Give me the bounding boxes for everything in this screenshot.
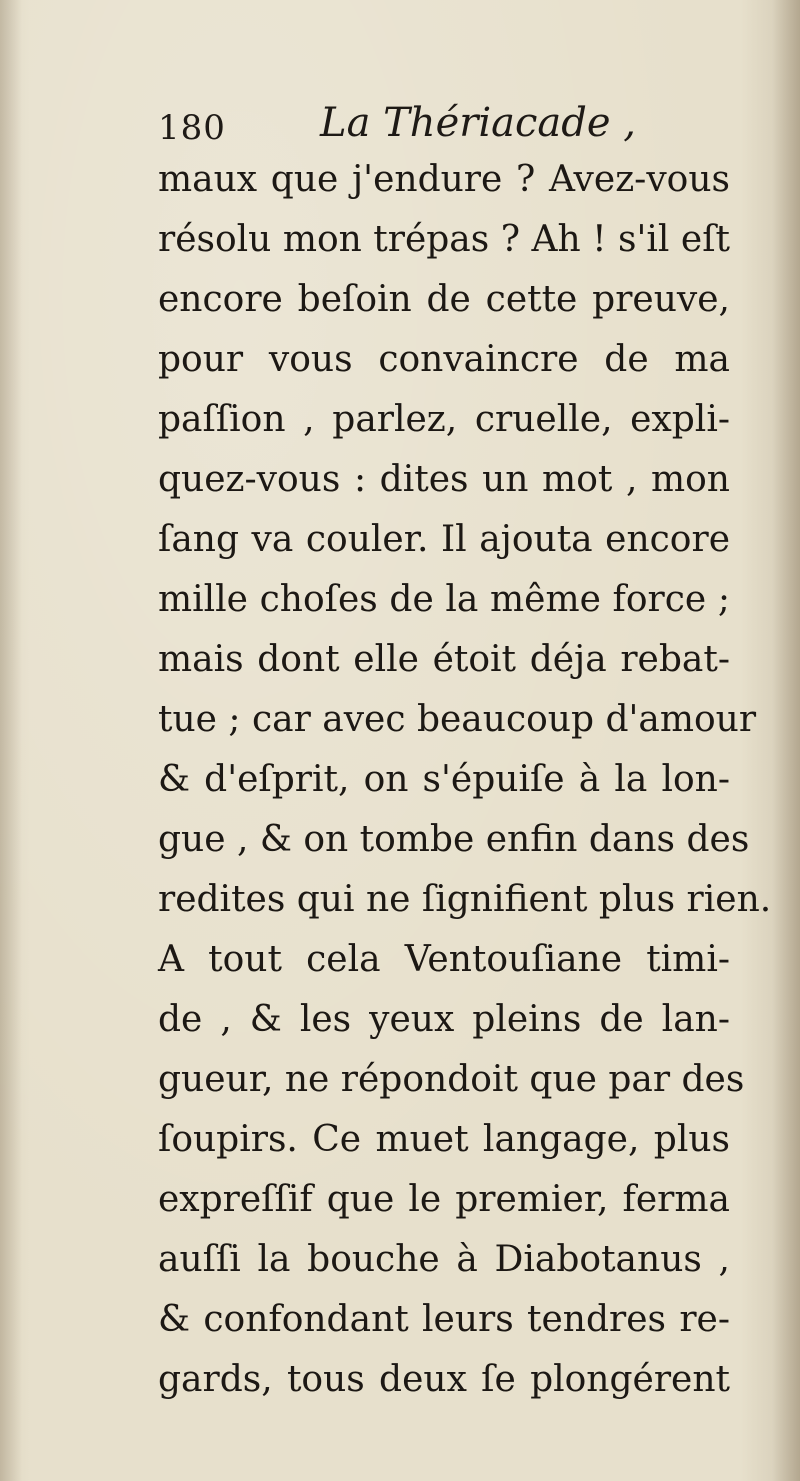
text-line: & d'eſprit, on s'épuiſe à la lon-: [158, 759, 730, 800]
text-line: expreſſif que le premier, ferma: [158, 1179, 730, 1220]
text-line: mille choſes de la même force ;: [158, 579, 730, 620]
page-number: 180: [158, 108, 226, 148]
text-line: gueur, ne répondoit que par des: [158, 1059, 745, 1100]
text-line: mais dont elle étoit déja rebat-: [158, 639, 730, 680]
text-line: auſſi la bouche à Diabotanus ,: [158, 1239, 730, 1280]
running-title: La Thériacade ,: [320, 100, 636, 146]
text-line: de , & les yeux pleins de lan-: [158, 999, 730, 1040]
text-line: ſang va couler. Il ajouta encore: [158, 519, 730, 560]
body-text: [158, 150, 772, 1410]
text-line: A tout cela Ventouſiane timi-: [158, 939, 730, 980]
text-line: redites qui ne ſignifient plus rien.: [158, 879, 772, 920]
page-left-shadow: [0, 0, 22, 1481]
text-line: encore beſoin de cette preuve,: [158, 279, 730, 320]
text-line: paſſion , parlez, cruelle, expli-: [158, 399, 730, 440]
page-right-shadow: [772, 0, 800, 1481]
text-line: & confondant leurs tendres re-: [158, 1299, 730, 1340]
text-line: pour vous convaincre de ma: [158, 339, 730, 380]
text-line: gards, tous deux ſe plongérent: [158, 1359, 730, 1400]
text-line: quez-vous : dites un mot , mon: [158, 459, 730, 500]
text-line: maux que j'endure ? Avez-vous: [158, 159, 730, 200]
text-line: tue ; car avec beaucoup d'amour: [158, 699, 757, 740]
text-line: gue , & on tombe enfin dans des: [158, 819, 750, 860]
text-line: résolu mon trépas ? Ah ! s'il eſt: [158, 219, 730, 260]
text-line: ſoupirs. Ce muet langage, plus: [158, 1119, 730, 1160]
